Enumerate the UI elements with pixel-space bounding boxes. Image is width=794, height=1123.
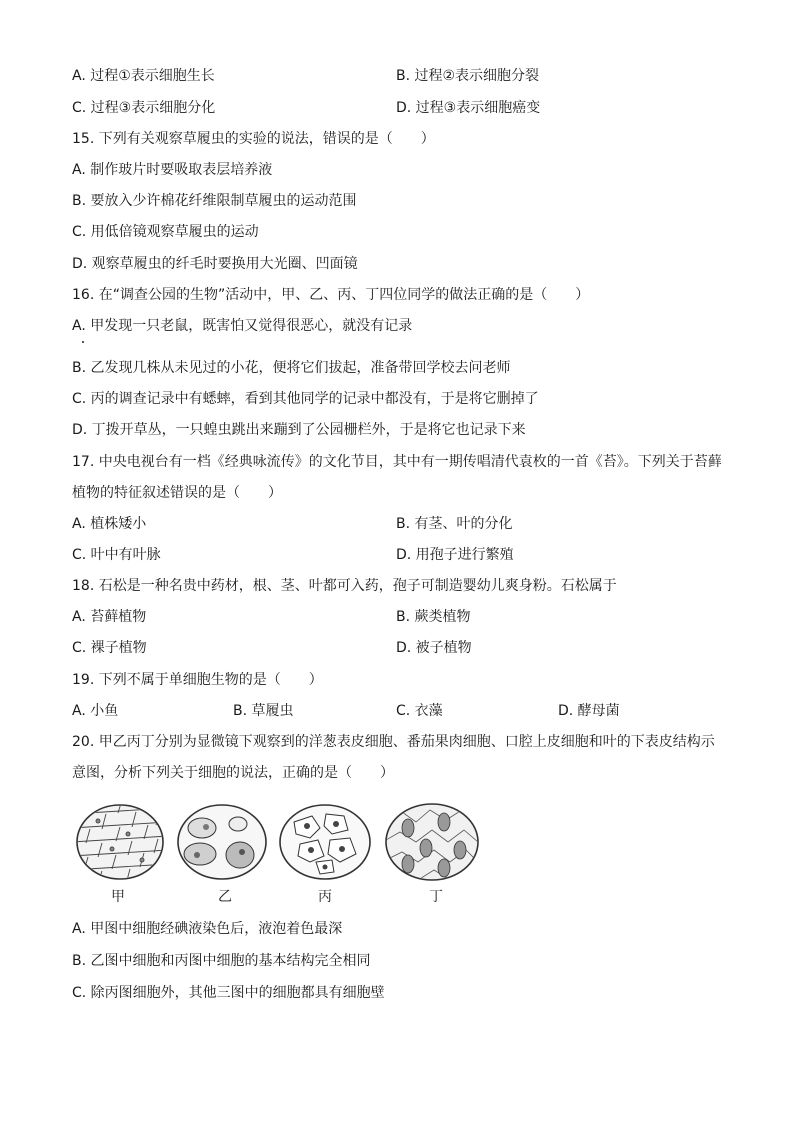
tomato-pulp-view bbox=[178, 805, 266, 879]
q19-option-d: D. 酵母菌 bbox=[558, 703, 620, 719]
q20-option-c: C. 除丙图细胞外，其他三图中的细胞都具有细胞壁 bbox=[72, 985, 385, 1001]
q17-stem-line1: 17. 中央电视台有一档《经典咏流传》的文化节目，其中有一期传唱清代袁枚的一首《苔》。下列关于苔藓 bbox=[72, 454, 722, 470]
q20-option-a: A. 甲图中细胞经碘液染色后，液泡着色最深 bbox=[72, 921, 343, 937]
q16-stem: 16. 在“调查公园的生物”活动中，甲、乙、丙、丁四位同学的做法正确的是（ ） bbox=[72, 287, 590, 303]
q18-option-c: C. 裸子植物 bbox=[72, 640, 147, 656]
q20-option-b: B. 乙图中细胞和丙图中细胞的基本结构完全相同 bbox=[72, 953, 371, 969]
figure-label-yi: 乙 bbox=[218, 889, 232, 905]
q16-option-b: B. 乙发现几株从未见过的小花，便将它们拔起，准备带回学校去问老师 bbox=[72, 360, 511, 376]
q17-stem-line2: 植物的特征叙述错误的是（ ） bbox=[72, 485, 282, 501]
q15-option-d: D. 观察草履虫的纤毛时要换用大光圈、凹面镜 bbox=[72, 256, 358, 272]
q15-option-b: B. 要放入少许棉花纤维限制草履虫的运动范围 bbox=[72, 193, 357, 209]
q18-option-d: D. 被子植物 bbox=[396, 640, 472, 656]
q16-option-d: D. 丁拨开草丛，一只蝗虫跳出来蹦到了公园栅栏外，于是将它也记录下来 bbox=[72, 422, 526, 438]
q18-option-b: B. 蕨类植物 bbox=[396, 609, 471, 625]
q20-stem-line2: 意图，分析下列关于细胞的说法，正确的是（ ） bbox=[72, 765, 394, 781]
q14-option-a: A. 过程①表示细胞生长 bbox=[72, 68, 215, 84]
onion-epidermis-view bbox=[72, 800, 168, 884]
figure-label-bing: 丙 bbox=[318, 889, 332, 905]
q16-option-a: A. 甲发现一只老鼠，既害怕又觉得很恶心，就没有记录 bbox=[72, 318, 413, 334]
q19-option-b: B. 草履虫 bbox=[233, 703, 294, 719]
q17-option-b: B. 有茎、叶的分化 bbox=[396, 516, 513, 532]
q14-option-d: D. 过程③表示细胞癌变 bbox=[396, 100, 541, 116]
leaf-epidermis-view bbox=[386, 804, 478, 880]
q19-stem: 19. 下列不属于单细胞生物的是（ ） bbox=[72, 672, 323, 688]
figure-label-jia: 甲 bbox=[111, 889, 125, 905]
scan-speck bbox=[82, 341, 84, 343]
q19-option-a: A. 小鱼 bbox=[72, 703, 119, 719]
q20-stem-line1: 20. 甲乙丙丁分别为显微镜下观察到的洋葱表皮细胞、番茄果肉细胞、口腔上皮细胞和叶的下表皮结构示 bbox=[72, 734, 715, 750]
q15-stem: 15. 下列有关观察草履虫的实验的说法，错误的是（ ） bbox=[72, 131, 435, 147]
q15-option-a: A. 制作玻片时要吸取表层培养液 bbox=[72, 162, 273, 178]
q15-option-c: C. 用低倍镜观察草履虫的运动 bbox=[72, 224, 259, 240]
cheek-epithelium-view bbox=[280, 805, 370, 879]
q18-option-a: A. 苔藓植物 bbox=[72, 609, 147, 625]
q14-option-b: B. 过程②表示细胞分裂 bbox=[396, 68, 540, 84]
cell-microscope-figure bbox=[72, 800, 482, 884]
q19-option-c: C. 衣藻 bbox=[396, 703, 443, 719]
q17-option-d: D. 用孢子进行繁殖 bbox=[396, 547, 514, 563]
q18-stem: 18. 石松是一种名贵中药材，根、茎、叶都可入药，孢子可制造婴幼儿爽身粉。石松属于 bbox=[72, 578, 617, 594]
q17-option-a: A. 植株矮小 bbox=[72, 516, 147, 532]
figure-label-ding: 丁 bbox=[429, 889, 443, 905]
q14-option-c: C. 过程③表示细胞分化 bbox=[72, 100, 216, 116]
q17-option-c: C. 叶中有叶脉 bbox=[72, 547, 161, 563]
q16-option-c: C. 丙的调查记录中有蟋蟀，看到其他同学的记录中都没有，于是将它删掉了 bbox=[72, 391, 539, 407]
